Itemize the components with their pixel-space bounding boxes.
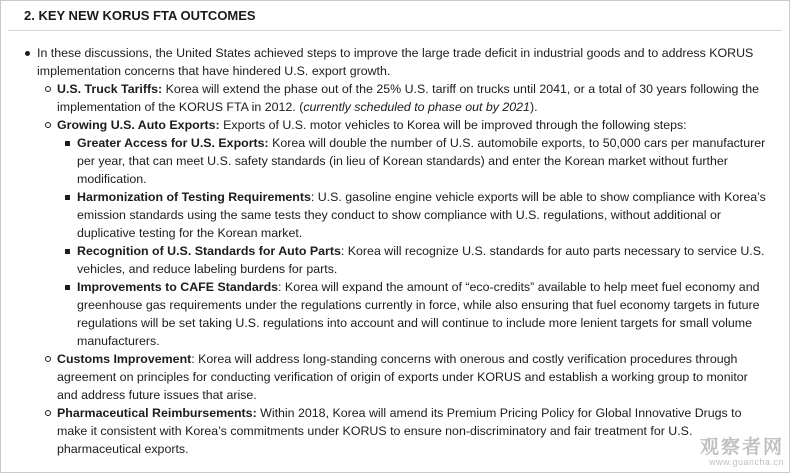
outcome-text-tail: ). <box>529 100 538 114</box>
outcome-title: Pharmaceutical Reimbursements: <box>57 406 257 420</box>
bullet-square-icon <box>65 195 70 200</box>
outcome-title: Customs Improvement <box>57 352 192 366</box>
sub-item-text: : Korea will recognize U.S. standards for auto parts necessary to service U.S. vehicles, and reduce labeling burdens for parts. <box>77 244 765 276</box>
outcome-item-pharmaceutical <box>37 404 770 458</box>
sub-item-title: Recognition of U.S. Standards for Auto Parts <box>77 244 341 258</box>
bullet-square-icon <box>65 285 70 290</box>
bullet-circle-icon <box>45 356 51 362</box>
outcomes-list <box>37 80 770 458</box>
outcome-text: Exports of U.S. motor vehicles to Korea will be improved through the following steps: <box>219 118 687 132</box>
sub-item-cafe-standards <box>57 278 770 350</box>
bullet-circle-icon <box>45 122 51 128</box>
sub-item-title: Greater Access for U.S. Exports: <box>77 136 269 150</box>
outcome-item-truck-tariffs <box>37 80 770 116</box>
auto-exports-sublist <box>57 134 770 350</box>
intro-list-item <box>0 44 790 458</box>
top-level-list <box>0 44 790 458</box>
outcome-text: : Korea will address long-standing concerns with onerous and costly verification procedures through agreement on principles for conducting verification of origin of exports under KORUS and establish a working group to monitor and address future issues that arise. <box>57 352 748 402</box>
bullet-circle-icon <box>45 410 51 416</box>
outcome-text: Within 2018, Korea will amend its Premium Pricing Policy for Global Innovative Drugs to make it consistent with Korea’s commitments under KORUS to ensure non-discriminatory and fair treatment for U.S. pharmaceutical exports. <box>57 406 742 456</box>
section-heading: 2. KEY NEW KORUS FTA OUTCOMES <box>24 8 256 23</box>
sub-item-text: : Korea will expand the amount of “eco-credits” available to help meet fuel economy and greenhouse gas requirements under the regulations currently in force, while also ensuring that fuel economy targets in future regulations will be set taking U.S. regulations into account and will continue to include more lenient targets for small volume manufacturers. <box>77 280 760 348</box>
heading-divider <box>8 30 782 31</box>
bullet-square-icon <box>65 141 70 146</box>
bullet-disc-icon <box>25 51 30 56</box>
outcome-item-auto-exports <box>37 116 770 350</box>
outcomes-content <box>0 44 790 458</box>
outcome-title: U.S. Truck Tariffs: <box>57 82 163 96</box>
sub-item-text: : U.S. gasoline engine vehicle exports will be able to show compliance with Korea’s emission standards using the same tests they conduct to show compliance with U.S. regulations, without additional or duplicative testing for the Korean market. <box>77 190 766 240</box>
outcome-text: Korea will extend the phase out of the 25% U.S. tariff on trucks until 2041, or a total of 30 years following the implementation of the KORUS FTA in 2012. ( <box>57 82 760 114</box>
sub-item-title: Improvements to CAFE Standards <box>77 280 279 294</box>
bullet-circle-icon <box>45 86 51 92</box>
bullet-square-icon <box>65 249 70 254</box>
sub-item-title: Harmonization of Testing Requirements <box>77 190 311 204</box>
outcome-italic-note: currently scheduled to phase out by 2021 <box>303 100 530 114</box>
watermark-cn: 观察者网 <box>699 436 784 458</box>
intro-text: In these discussions, the United States achieved steps to improve the large trade deficit in industrial goods and to address KORUS implementation concerns that have hindered U.S. export growth. <box>37 46 754 78</box>
watermark-logo <box>700 432 784 467</box>
sub-item-text: Korea will double the number of U.S. automobile exports, to 50,000 cars per manufacturer per year, that can meet U.S. safety standards (in lieu of Korean standards) and enter the Korean market without further modification. <box>77 136 766 186</box>
sub-item-auto-parts-standards <box>57 242 770 278</box>
outcome-item-customs <box>37 350 770 404</box>
outcome-title: Growing U.S. Auto Exports: <box>57 118 220 132</box>
watermark-url: www.guancha.cn <box>708 457 784 467</box>
sub-item-greater-access <box>57 134 770 188</box>
sub-item-testing-harmonization <box>57 188 770 242</box>
